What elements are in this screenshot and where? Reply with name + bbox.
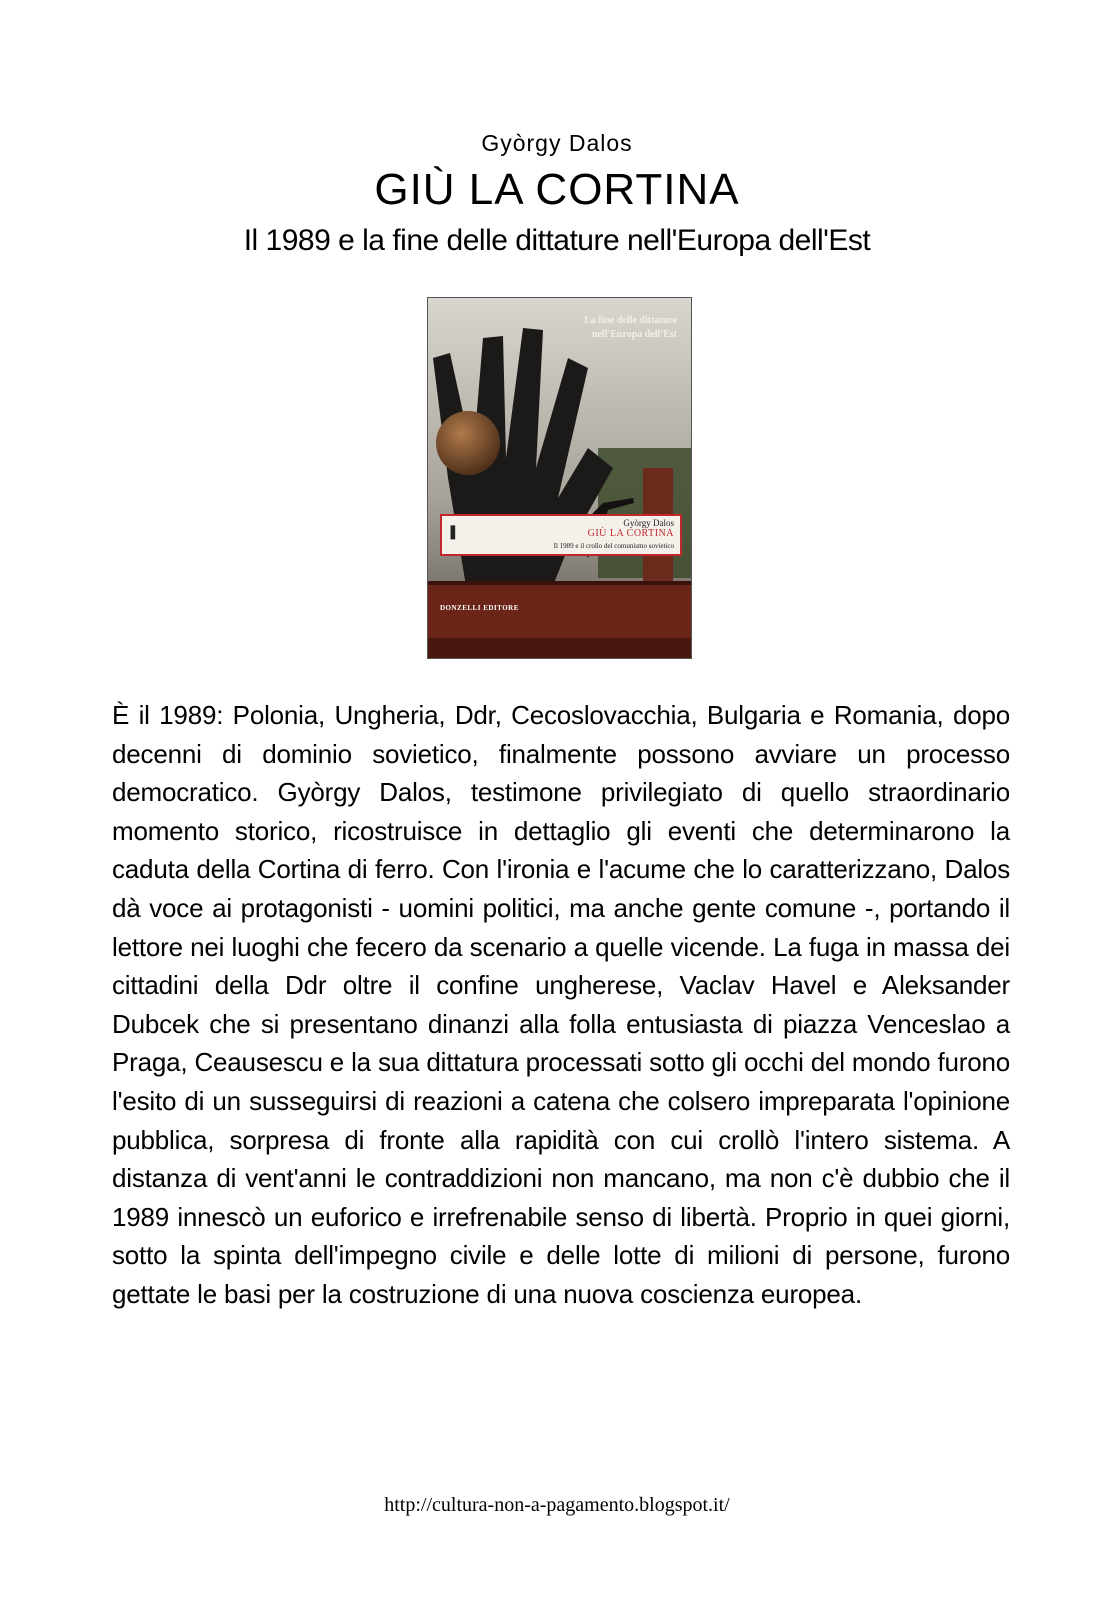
publisher-logo-icon: ❚ — [447, 525, 459, 540]
cover-title: GIÙ LA CORTINA — [587, 528, 674, 539]
book-subtitle: Il 1989 e la fine delle dittature nell'Europa dell'Est — [243, 224, 871, 257]
cover-author: Gyòrgy Dalos — [623, 518, 674, 528]
footer-url: http://cultura-non-a-pagamento.blogspot.it/ — [384, 1494, 730, 1516]
cover-top-text: La fine delle dittature nell'Europa dell'Est — [584, 315, 677, 340]
book-cover-image — [427, 297, 692, 659]
book-author: Gyòrgy Dalos — [481, 130, 633, 156]
cover-publisher: DONZELLI EDITORE — [440, 604, 519, 612]
cover-title-label — [440, 514, 682, 556]
book-title: GIÙ LA CORTINA — [374, 165, 740, 214]
cover-subtitle: Il 1989 e il crollo del comunismo sovietico — [553, 542, 674, 550]
book-description: È il 1989: Polonia, Ungheria, Ddr, Cecoslovacchia, Bulgaria e Romania, dopo decenni di dominio sovietico, finalmente possono avviare un processo democratico. Gyòrgy Dalos, testimone privilegiato di quello straordinario momento storico, ricostruisce in dettaglio gli eventi che determinarono la caduta della Cortina di ferro. Con l'ironia e l'acume che lo caratterizzano, Dalos dà voce ai protagonisti - uomini politici, ma anche gente comune -, portando il lettore nei luoghi che fecero da scenario a quelle vicende. La fuga in massa dei cittadini della Ddr oltre il confine ungherese, Vaclav Havel e Aleksander Dubcek che si presentano dinanzi alla folla entusiasta di piazza Venceslao a Praga, Ceausescu e la sua dittatura processati sotto gli occhi del mondo furono l'esito di un susseguirsi di reazioni a catena che colsero impreparata l'opinione pubblica, sorpresa di fronte alla rapidità con cui crollò l'intero sistema. A distanza di vent'anni le contraddizioni non mancano, ma non c'è dubbio che il 1989 innescò un euforico e irrefrenabile senso di libertà. Proprio in quei giorni, sotto la spinta dell'impegno civile e delle lotte di milioni di persone, furono gettate le basi per la costruzione di una nuova coscienza europea. — [112, 700, 1010, 1309]
